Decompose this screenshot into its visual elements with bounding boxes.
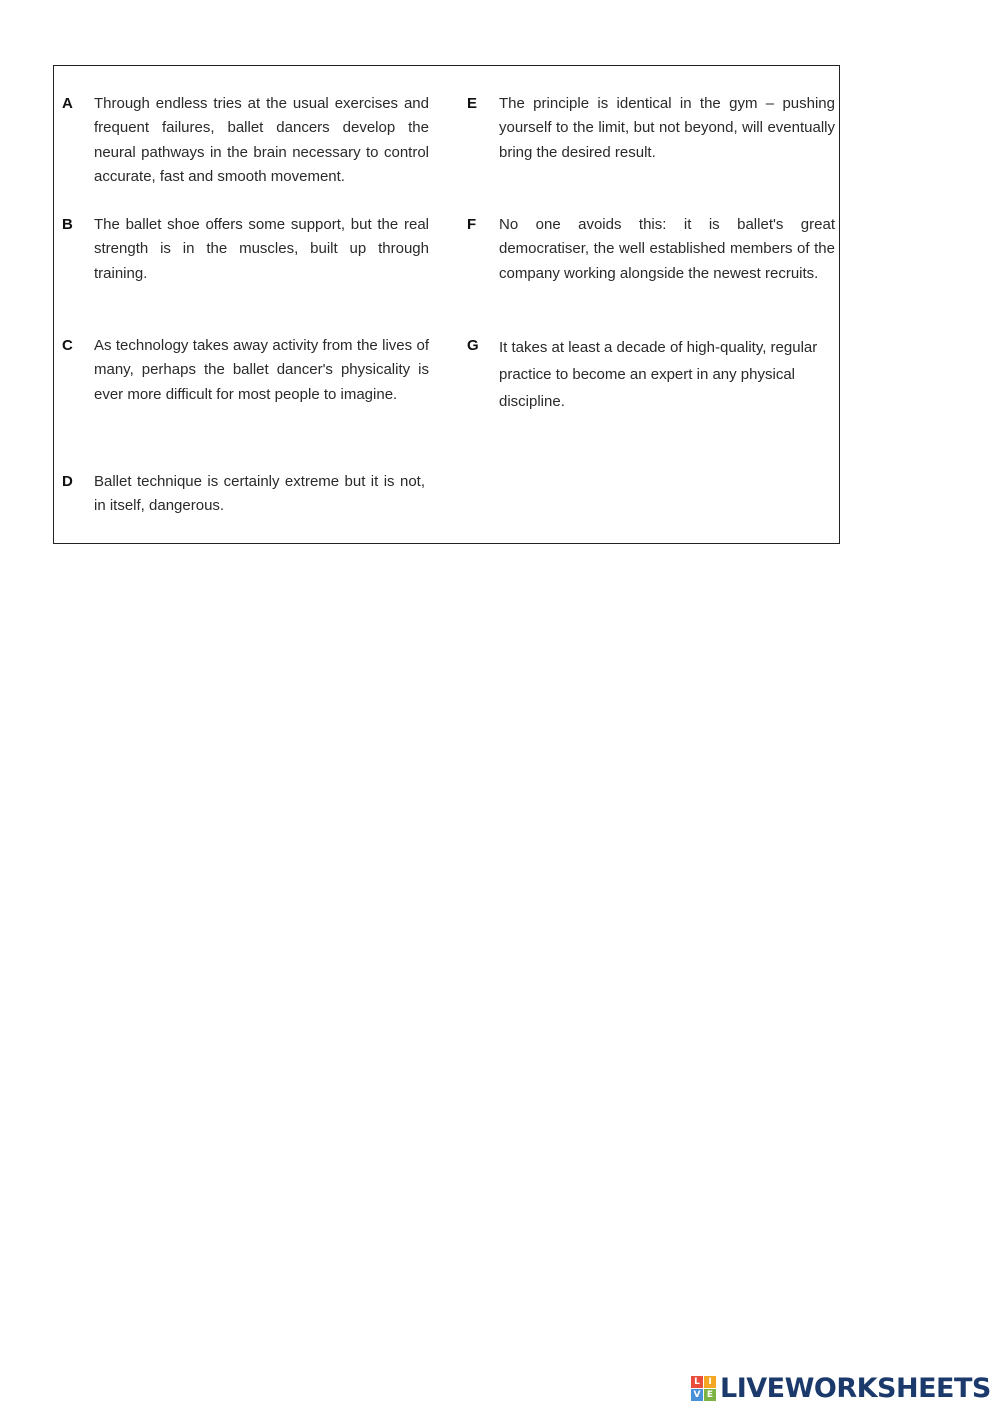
option-letter: E (467, 95, 478, 112)
option-text: It takes at least a decade of high-quality, regular practice to become an expert in any physical discipline. (499, 339, 818, 410)
option-text: Through endless tries at the usual exercises and frequent failures, ballet dancers develop the neural pathways in the brain necessary to control accurate, fast and smooth movement. (94, 95, 429, 185)
option-letter: B (62, 216, 73, 233)
option-text: The ballet shoe offers some support, but the real strength is in the muscles, built up through training. (94, 216, 429, 282)
option-text: As technology takes away activity from the lives of many, perhaps the ballet dancer's physicality is ever more difficult for most people to imagine. (94, 337, 429, 403)
logo-cell: V (691, 1389, 703, 1401)
liveworksheets-logo (691, 1372, 991, 1404)
option-letter: A (62, 95, 73, 112)
option-text: No one avoids this: it is ballet's great democratiser, the well established members of the company working alongside the newest recruits. (499, 216, 835, 282)
option-letter: G (467, 337, 479, 354)
option-letter: D (62, 473, 73, 490)
logo-cell: L (691, 1376, 703, 1388)
option-text: Ballet technique is certainly extreme but it is not, in itself, dangerous. (94, 473, 425, 515)
logo-text: LIVEWORKSHEETS (720, 1372, 991, 1404)
option-letter: C (62, 337, 73, 354)
option-text: The principle is identical in the gym – pushing yourself to the limit, but not beyond, will eventually bring the desired result. (499, 95, 835, 161)
logo-icon (691, 1376, 716, 1401)
logo-cell: E (704, 1389, 716, 1401)
logo-cell: I (704, 1376, 716, 1388)
option-letter: F (467, 216, 477, 233)
